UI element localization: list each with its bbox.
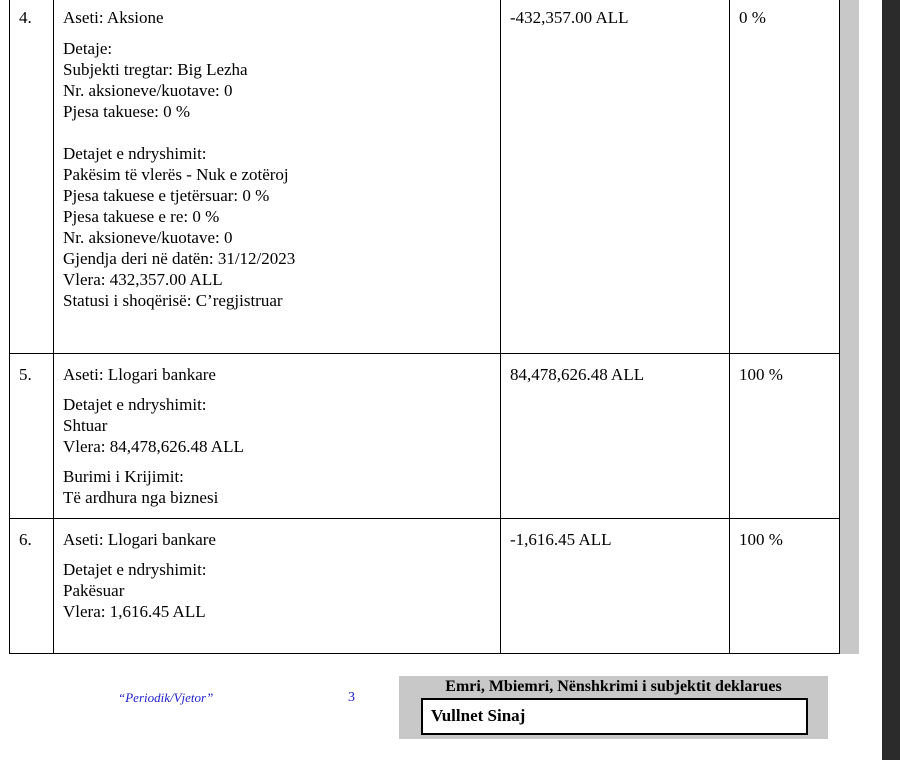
change-line: Statusi i shoqërisë: C’regjistruar: [63, 291, 283, 310]
change-line: Gjendja deri në datën: 31/12/2023: [63, 249, 296, 268]
source-heading: Burimi i Krijimit:: [63, 467, 184, 486]
detail-line: Nr. aksioneve/kuotave: 0: [63, 81, 233, 100]
column-divider-2: [500, 0, 501, 654]
change-line: Vlera: 84,478,626.48 ALL: [63, 437, 244, 456]
amount-value: -1,616.45 ALL: [510, 530, 612, 549]
change-line: Vlera: 432,357.00 ALL: [63, 270, 223, 289]
page-number: 3: [348, 690, 355, 705]
row-number: 5.: [19, 365, 32, 384]
asset-title: Aseti: Aksione: [63, 8, 164, 27]
assets-table: [9, 0, 840, 654]
changes-heading: Detajet e ndryshimit:: [63, 395, 207, 414]
changes-heading: Detajet e ndryshimit:: [63, 144, 207, 163]
signature-title: Emri, Mbiemri, Nënshkrimi i subjektit deklarues: [445, 678, 782, 695]
change-line: Pakësim të vlerës - Nuk e zotëroj: [63, 165, 289, 184]
column-divider-3: [729, 0, 730, 654]
row-number: 6.: [19, 530, 32, 549]
table-border-right: [839, 0, 840, 654]
row-divider-1: [9, 353, 840, 354]
asset-title: Aseti: Llogari bankare: [63, 365, 216, 384]
change-line: Vlera: 1,616.45 ALL: [63, 602, 206, 621]
amount-value: -432,357.00 ALL: [510, 8, 629, 27]
share-value: 100 %: [739, 365, 783, 384]
page-margin-strip: [840, 0, 859, 654]
amount-value: 84,478,626.48 ALL: [510, 365, 645, 384]
asset-title: Aseti: Llogari bankare: [63, 530, 216, 549]
changes-heading: Detajet e ndryshimit:: [63, 560, 207, 579]
row-divider-2: [9, 518, 840, 519]
asset-description: [63, 364, 244, 508]
viewer-scrollbar-track[interactable]: [882, 0, 900, 760]
signature-box: [399, 676, 828, 739]
share-value: 0 %: [739, 8, 766, 27]
change-line: Nr. aksioneve/kuotave: 0: [63, 228, 233, 247]
change-line: Pjesa takuese e tjetërsuar: 0 %: [63, 186, 270, 205]
details-heading: Detaje:: [63, 39, 113, 58]
table-border-bottom: [9, 653, 840, 654]
signature-field[interactable]: [421, 698, 808, 735]
table-border-left: [9, 0, 10, 654]
share-value: 100 %: [739, 530, 783, 549]
change-line: Pakësuar: [63, 581, 125, 600]
declaration-type-label: “Periodik/Vjetor”: [118, 690, 214, 705]
change-line: Pjesa takuese e re: 0 %: [63, 207, 220, 226]
column-divider-1: [53, 0, 54, 654]
source-line: Të ardhura nga biznesi: [63, 488, 219, 507]
asset-description: [63, 529, 216, 622]
detail-line: Subjekti tregtar: Big Lezha: [63, 60, 248, 79]
asset-description: [63, 7, 295, 311]
change-line: Shtuar: [63, 416, 108, 435]
row-number: 4.: [19, 8, 32, 27]
detail-line: Pjesa takuese: 0 %: [63, 102, 190, 121]
signature-name: Vullnet Sinaj: [431, 706, 526, 725]
